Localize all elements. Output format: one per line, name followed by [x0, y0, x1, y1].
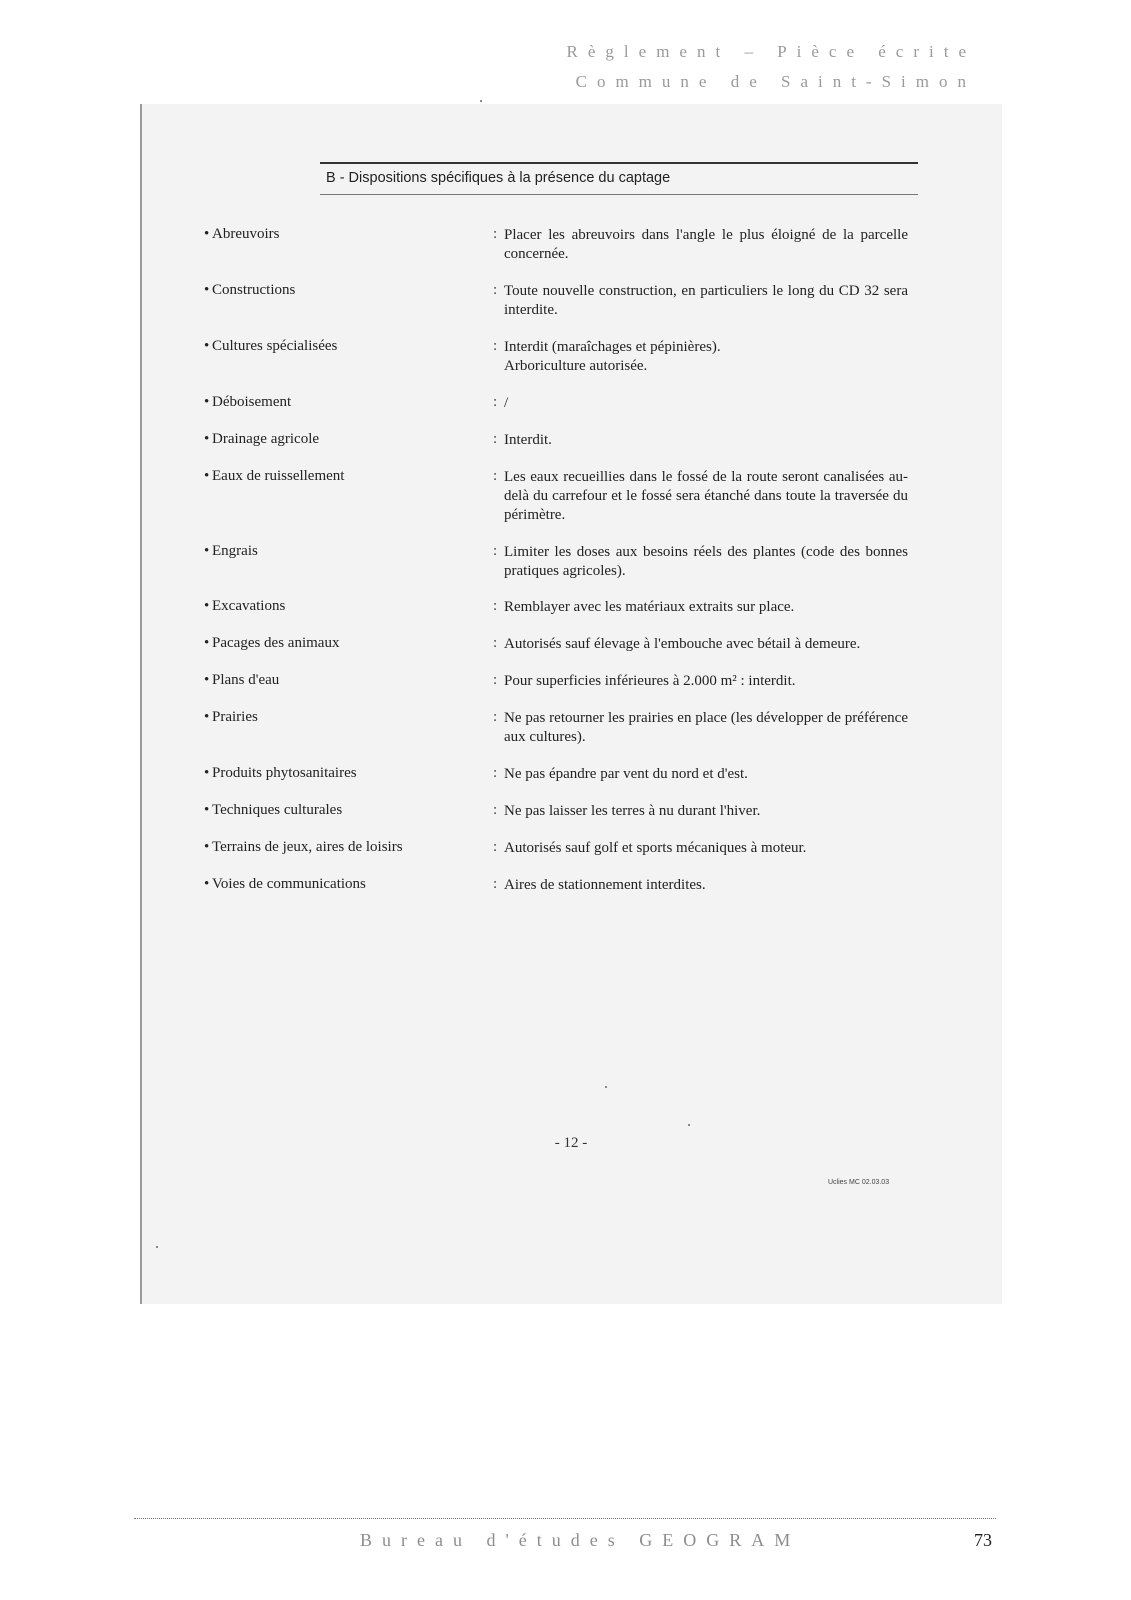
- footer-company: Bureau d'études GEOGRAM: [360, 1530, 801, 1550]
- provision-term-label: Engrais: [212, 543, 258, 559]
- provision-description-text: Remblayer avec les matériaux extraits sur place.: [504, 599, 795, 615]
- bullet-icon: •: [204, 598, 210, 614]
- bullet-icon: •: [204, 226, 210, 242]
- provision-description-text: Interdit (maraîchages et pépinières).: [504, 339, 721, 355]
- provision-term-label: Abreuvoirs: [212, 226, 280, 242]
- provision-colon: :: [493, 338, 498, 354]
- provision-colon: :: [493, 226, 498, 242]
- provision-colon: :: [493, 598, 498, 614]
- provision-term-label: Déboisement: [212, 394, 292, 410]
- bullet-icon: •: [204, 802, 210, 818]
- provision-colon: :: [493, 394, 498, 410]
- bullet-icon: •: [204, 876, 210, 892]
- provision-term-label: Pacages des animaux: [212, 635, 340, 651]
- provision-description: [504, 635, 908, 654]
- provision-colon: :: [493, 876, 498, 892]
- footer-rule: [134, 1518, 996, 1519]
- provision-term-label: Excavations: [212, 598, 286, 614]
- provision-description: [504, 431, 908, 450]
- provision-term-label: Voies de communications: [212, 876, 366, 892]
- bullet-icon: •: [204, 282, 210, 298]
- provision-colon: :: [493, 709, 498, 725]
- provision-term-label: Produits phytosanitaires: [212, 765, 357, 781]
- provision-term: [204, 802, 484, 819]
- provision-description-text: Ne pas retourner les prairies en place (les développer de préférence aux cultures).: [504, 710, 908, 745]
- scanned-page: [140, 104, 1002, 1304]
- provision-description-text: Ne pas laisser les terres à nu durant l'hiver.: [504, 803, 761, 819]
- provision-term-label: Plans d'eau: [212, 672, 280, 688]
- provision-term: [204, 468, 484, 485]
- provision-description: [504, 468, 908, 525]
- provision-term-label: Prairies: [212, 709, 258, 725]
- header-title: Règlement – Pièce écrite: [566, 42, 976, 61]
- provision-term-label: Techniques culturales: [212, 802, 343, 818]
- provision-term-label: Drainage agricole: [212, 431, 320, 447]
- header-commune: Commune de Saint-Simon: [575, 72, 976, 91]
- document-reference: Uclies MC 02.03.03: [828, 1179, 890, 1186]
- provision-description: [504, 282, 908, 320]
- provision-term: [204, 765, 484, 782]
- provision-term: [204, 543, 484, 560]
- provision-term-label: Constructions: [212, 282, 296, 298]
- provision-description-text: Autorisés sauf élevage à l'embouche avec bétail à demeure.: [504, 636, 861, 652]
- inner-page-number: - 12 -: [554, 1135, 588, 1151]
- provision-description: [504, 394, 908, 413]
- provision-description: [504, 543, 908, 581]
- provision-description: [504, 338, 908, 376]
- provision-description: [504, 839, 908, 858]
- provision-description-text: Limiter les doses aux besoins réels des plantes (code des bonnes pratiques agricoles).: [504, 544, 908, 579]
- provision-description: [504, 876, 908, 895]
- scan-speck: [688, 1124, 690, 1126]
- bullet-icon: •: [204, 431, 210, 447]
- bullet-icon: •: [204, 709, 210, 725]
- scan-speck: [156, 1246, 158, 1248]
- provision-description-text-2: Arboriculture autorisée.: [504, 358, 648, 374]
- provision-term: [204, 282, 484, 299]
- provision-colon: :: [493, 468, 498, 484]
- provision-description-text: Ne pas épandre par vent du nord et d'est.: [504, 766, 748, 782]
- provision-term: [204, 876, 484, 893]
- provision-description-text: Les eaux recueillies dans le fossé de la route seront canalisées au-delà du carrefour et le fossé sera étanché dans toute la traversée du périmètre.: [504, 469, 908, 523]
- provision-term: [204, 338, 484, 355]
- bullet-icon: •: [204, 635, 210, 651]
- provision-colon: :: [493, 765, 498, 781]
- provision-term: [204, 226, 484, 243]
- provision-description-text: Aires de stationnement interdites.: [504, 877, 706, 893]
- scan-speck: [605, 1086, 607, 1088]
- bullet-icon: •: [204, 338, 210, 354]
- provision-colon: :: [493, 543, 498, 559]
- footer-page-number: 73: [974, 1530, 992, 1550]
- provision-colon: :: [493, 431, 498, 447]
- section-title: B - Dispositions spécifiques à la présence du captage: [326, 170, 671, 186]
- provision-description-text: Placer les abreuvoirs dans l'angle le plus éloigné de la parcelle concernée.: [504, 227, 908, 262]
- provision-description: [504, 709, 908, 747]
- provision-colon: :: [493, 839, 498, 855]
- provision-term: [204, 394, 484, 411]
- bullet-icon: •: [204, 672, 210, 688]
- bullet-icon: •: [204, 839, 210, 855]
- provision-description-text: Pour superficies inférieures à 2.000 m² : interdit.: [504, 673, 796, 689]
- provision-term: [204, 672, 484, 689]
- provision-term-label: Cultures spécialisées: [212, 338, 338, 354]
- provision-description: [504, 598, 908, 617]
- provision-term: [204, 598, 484, 615]
- bullet-icon: •: [204, 543, 210, 559]
- bullet-icon: •: [204, 394, 210, 410]
- provision-description-text: /: [504, 395, 509, 411]
- provision-term-label: Eaux de ruissellement: [212, 468, 345, 484]
- provision-term: [204, 709, 484, 726]
- provision-colon: :: [493, 282, 498, 298]
- scan-speck: [480, 100, 482, 102]
- provision-description: [504, 765, 908, 784]
- provision-term: [204, 431, 484, 448]
- bullet-icon: •: [204, 468, 210, 484]
- provision-term: [204, 635, 484, 652]
- provision-description-text: Toute nouvelle construction, en particuliers le long du CD 32 sera interdite.: [504, 283, 908, 318]
- provision-description: [504, 672, 908, 691]
- provision-colon: :: [493, 672, 498, 688]
- provision-colon: :: [493, 635, 498, 651]
- section-header: [320, 162, 918, 195]
- provision-description: [504, 802, 908, 821]
- provision-description-text: Interdit.: [504, 432, 552, 448]
- provision-description-text: Autorisés sauf golf et sports mécaniques à moteur.: [504, 840, 807, 856]
- provision-term: [204, 839, 484, 856]
- provision-description: [504, 226, 908, 264]
- provision-colon: :: [493, 802, 498, 818]
- bullet-icon: •: [204, 765, 210, 781]
- provision-term-label: Terrains de jeux, aires de loisirs: [212, 839, 403, 855]
- scan-border: [140, 104, 142, 1304]
